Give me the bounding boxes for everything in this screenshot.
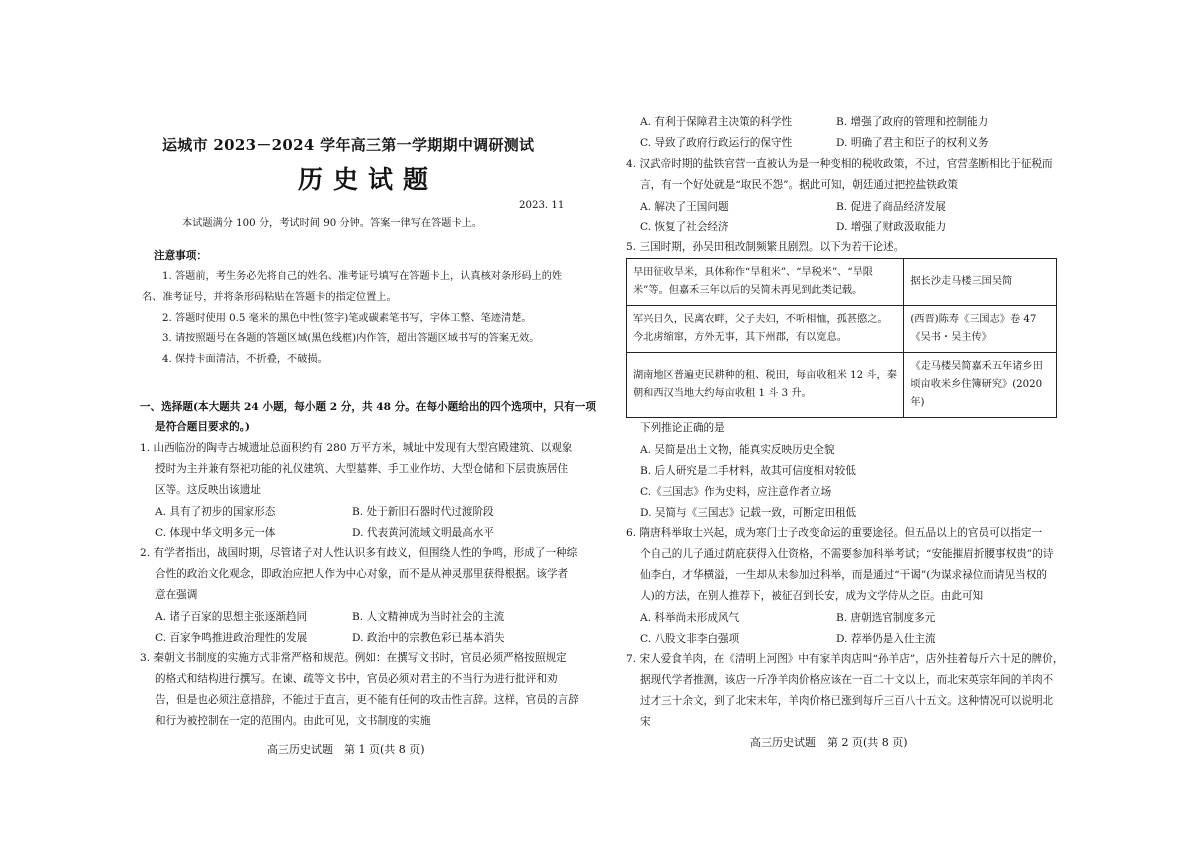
question-text: 意在强调 bbox=[155, 589, 198, 601]
table-cell-source: 《走马楼吴简嘉禾五年诸乡田顷亩收米乡住簿研究》(2020 年) bbox=[904, 353, 1057, 418]
option-a: A. 具有了初步的国家形态 bbox=[155, 506, 276, 518]
option-b: B. 促进了商品经济发展 bbox=[836, 201, 946, 213]
option-d: D. 代表黄河流域文明最高水平 bbox=[352, 527, 494, 539]
question-text: 据现代学者推测，该店一斤净羊肉价格应该在一百二十文以上，而北宋英宗年间的羊肉不 bbox=[640, 674, 1054, 686]
source-table bbox=[626, 258, 1057, 418]
question-text: 7. 宋人爱食羊肉，在《清明上河图》中有家羊肉店叫“孙羊店”，店外挂着每斤六十足的牌价， bbox=[626, 653, 1064, 665]
question-text: 和行为被控制在一定的范围内。由此可见，文书制度的实施 bbox=[155, 715, 431, 727]
option-b: B. 后人研究是二手材料，故其可信度相对较低 bbox=[640, 465, 856, 477]
option-c: C. 体现中华文明多元一体 bbox=[155, 527, 276, 539]
exam-note: 本试题满分 100 分，考试时间 90 分钟。答案一律写在答题卡上。 bbox=[182, 218, 483, 229]
question-text: 告，但是也必须注意措辞，不能过于直言，更不能有任何的攻击性言辞。这样，官员的言辞 bbox=[155, 694, 579, 706]
notice-item-2: 2. 答题时使用 0.5 毫米的黑色中性(签字)笔或碳素笔书写，字体工整、笔迹清楚。 bbox=[162, 313, 532, 324]
table-row bbox=[627, 306, 1057, 353]
option-a: A. 诸子百家的思想主张逐渐趋同 bbox=[155, 611, 308, 623]
option-d: D. 政治中的宗教色彩已基本消失 bbox=[352, 632, 505, 644]
section-heading-cont: 是符合题目要求的。) bbox=[155, 421, 251, 433]
option-b: B. 处于新旧石器时代过渡阶段 bbox=[352, 506, 494, 518]
table-cell-text: 湖南地区普遍吏民耕种的租、税田，每亩收租米 12 斗，秦朝和西汉当地大约每亩收租 1 斗 3 升。 bbox=[627, 353, 904, 418]
page-footer: 高三历史试题 第 1 页(共 8 页) bbox=[267, 743, 425, 756]
table-row bbox=[627, 353, 1057, 418]
notice-item-3: 3. 请按照题号在各题的答题区域(黑色线框)内作答，超出答题区域书写的答案无效。 bbox=[162, 333, 540, 344]
exam-date: 2023. 11 bbox=[519, 200, 565, 211]
option-a: A. 吴简是出土文物，能真实反映历史全貌 bbox=[640, 444, 835, 456]
question-text: 6. 隋唐科举取士兴起，成为寒门士子改变命运的重要途径。但五品以上的官员可以指定一 bbox=[626, 527, 1043, 539]
option-d: D. 荐举仍是入仕主流 bbox=[836, 633, 936, 645]
option-d: D. 增强了财政汲取能力 bbox=[836, 221, 947, 233]
exam-title: 运城市 2023－2024 学年高三第一学期期中调研测试 bbox=[162, 136, 535, 154]
page-2 bbox=[618, 0, 1064, 849]
option-b: B. 人文精神成为当时社会的主流 bbox=[352, 611, 505, 623]
question-text: 2. 有学者指出，战国时期，尽管诸子对人性认识多有歧义，但围绕人性的争鸣，形成了一种综 bbox=[140, 547, 578, 559]
notice-item-4: 4. 保持卡面清洁，不折叠，不破损。 bbox=[162, 354, 328, 365]
question-text: 3. 秦朝文书制度的实施方式非常严格和规范。例如：在撰写文书时，官员必须严格按照规定 bbox=[140, 652, 567, 664]
page-footer: 高三历史试题 第 2 页(共 8 页) bbox=[750, 736, 908, 749]
question-text: 的格式和结构进行撰写。在谏、疏等文书中，官员必须对君主的不当行为进行批评和劝 bbox=[155, 673, 558, 685]
option-a: A. 有利于保障君主决策的科学性 bbox=[640, 116, 793, 128]
table-cell-source: 据长沙走马楼三国吴简 bbox=[904, 259, 1057, 306]
option-c: C. 导致了政府行政运行的保守性 bbox=[640, 137, 793, 149]
question-text: 5. 三国时期，孙吴田租改制频繁且剧烈。以下为若干论述。 bbox=[626, 241, 905, 253]
table-cell-source: (西晋)陈寿《三国志》卷 47《吴书・吴主传》 bbox=[904, 306, 1057, 353]
question-text: 言，有一个好处就是“取民不怨”。据此可知，朝廷通过把控盐铁政策 bbox=[640, 179, 959, 191]
option-a: A. 科举尚未形成风气 bbox=[640, 612, 740, 624]
table-cell-text: 早田征收旱米，具体称作“旱租米”、“旱税米”、“旱限米”等。但嘉禾三年以后的吴简未再见到此类记载。 bbox=[627, 259, 904, 306]
question-text: 宋 bbox=[640, 716, 651, 728]
notice-item-1-cont: 名、准考证号，并将条形码粘贴在答题卡的指定位置上。 bbox=[142, 292, 397, 303]
notice-item-1: 1. 答题前，考生务必先将自己的姓名、准考证号填写在答题卡上，认真核对条形码上的姓 bbox=[162, 271, 563, 282]
question-text: 个自己的儿子通过荫庇获得入仕资格，不需要参加科举考试；“安能摧眉折腰事权贵”的诗 bbox=[640, 548, 1054, 560]
question-text: 授时为主并兼有祭祀功能的礼仪建筑、大型墓葬、手工业作坊、大型仓储和下层贵族居住 bbox=[155, 463, 569, 475]
table-row bbox=[627, 259, 1057, 306]
option-d: D. 明确了君主和臣子的权利义务 bbox=[836, 137, 989, 149]
question-text: 人)的方法，在别人推荐下，被征召到长安，成为文学侍从之臣。由此可知 bbox=[640, 590, 984, 602]
question-text: 4. 汉武帝时期的盐铁官营一直被认为是一种变相的税收政策，不过，官营垄断相比于征税而 bbox=[626, 158, 1053, 170]
question-text: 过才三十余文，到了北宋末年，羊肉价格已涨到每斤三百八十五文。这种情况可以说明北 bbox=[640, 695, 1054, 707]
option-c: C. 八股文非李白强项 bbox=[640, 633, 740, 645]
option-c: C.《三国志》作为史料，应注意作者立场 bbox=[640, 486, 832, 498]
question-prompt: 下列推论正确的是 bbox=[640, 422, 725, 434]
question-text: 区等。这反映出该遗址 bbox=[155, 484, 261, 496]
option-c: C. 恢复了社会经济 bbox=[640, 221, 729, 233]
table-cell-text: 军兴日久，民离农畔，父子夫妇，不听相恤，孤甚愍之。今北虏缩窜，方外无事，其下州郡，有以宽息。 bbox=[627, 306, 904, 353]
page-1 bbox=[140, 0, 596, 849]
section-heading: 一、选择题(本大题共 24 小题，每小题 2 分，共 48 分。在每小题给出的四个选项中，只有一项 bbox=[140, 401, 596, 413]
notice-heading: 注意事项： bbox=[154, 250, 207, 262]
option-b: B. 增强了政府的管理和控制能力 bbox=[836, 116, 989, 128]
question-text: 1. 山西临汾的陶寺古城遗址总面积约有 280 万平方米，城址中发现有大型宫殿建筑、以观象 bbox=[140, 442, 573, 454]
option-d: D. 吴简与《三国志》记载一致，可断定田租低 bbox=[640, 507, 857, 519]
question-text: 仙李白，才华横溢，一生却从未参加过科举，而是通过“干谒”(为谋求禄位而请见当权的 bbox=[640, 569, 1047, 581]
option-a: A. 解决了王国问题 bbox=[640, 201, 729, 213]
question-text: 合性的政治文化观念，即政治应把人作为中心对象，而不是从神灵那里获得根据。该学者 bbox=[155, 568, 569, 580]
option-c: C. 百家争鸣推进政治理性的发展 bbox=[155, 632, 308, 644]
option-b: B. 唐朝选官制度多元 bbox=[836, 612, 936, 624]
subject-title: 历史试题 bbox=[298, 165, 439, 194]
